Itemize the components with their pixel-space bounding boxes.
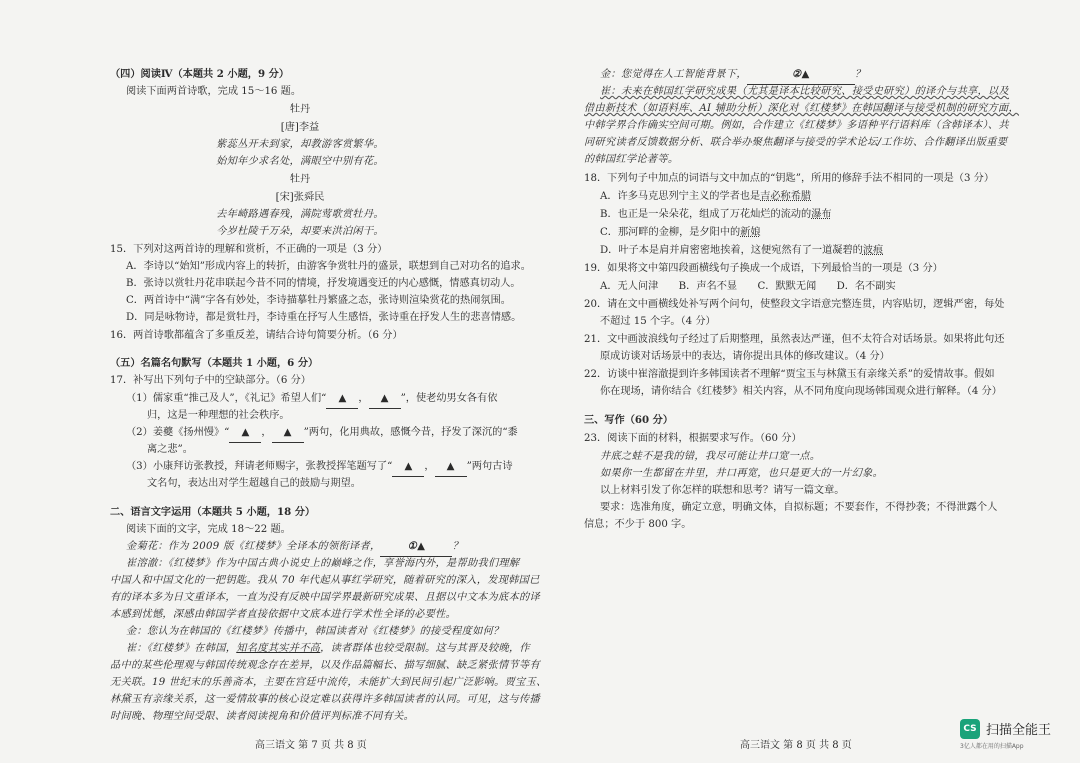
question-23: 23．阅读下面的材料，根据要求写作。（60 分） — [584, 433, 802, 444]
poem-1-line-1: 紫蕊丛开未到家，却教游客赏繁华。 — [216, 139, 384, 150]
dotted-phrase: 波痕 — [862, 245, 884, 256]
instruction-text: 阅读下面两首诗歌，完成 15～16 题。 — [126, 86, 302, 97]
interview-line: 同研究读者反馈数据分析、联合举办聚焦翻译与接受的学术论坛/工作坊、合作翻译出版重要 — [584, 137, 1008, 148]
interview-line: 金菊花：作为 2009 版《红楼梦》全译本的领衔译者， ①▲ ？ — [126, 538, 463, 557]
poem-1-title: 牡丹 — [289, 104, 311, 115]
underlined-sentence: 知名度其实并不高 — [236, 643, 321, 654]
question-16: 16．两首诗歌都蕴含了多重反差，请结合诗句简要分析。（6 分） — [110, 330, 403, 341]
dotted-phrase: 吉必称希腊 — [760, 191, 812, 202]
q17-item-1: （1）儒家重“推己及人”，《礼记》希望人们“ ▲ ， ▲ ”，使老幼男女各有依 — [126, 390, 497, 409]
answer-blank[interactable]: ①▲ — [380, 538, 452, 557]
interview-line: 有的译本多为日文重译本，一直为没有反映中国学界最新研究成果、且据以中文本为底本的译 — [110, 592, 540, 603]
scanner-watermark — [960, 717, 1072, 753]
question-20-cont: 不超过 15 个字。（4 分） — [600, 316, 716, 327]
answer-blank[interactable]: ▲ — [326, 390, 358, 409]
dotted-phrase: 新娘 — [740, 227, 761, 238]
answer-blank[interactable]: ▲ — [229, 424, 261, 443]
question-20: 20．请在文中画横线处补写两个问句，使整段文字语意完整连贯，内容贴切，逻辑严密，每处 — [584, 299, 1005, 310]
part-2-heading: 二、语言文字运用（本题共 5 小题，18 分） — [110, 506, 316, 518]
page-footer: 高三语文 第 8 页 共 8 页 — [740, 740, 852, 751]
wavy-sentence: 借由新技术（如语料库、AI 辅助分析）深化对《红楼梦》在韩国翻译与接受机制的研究方面， — [584, 103, 1020, 114]
interview-line: 金：您觉得在人工智能背景下， ②▲ ？ — [600, 66, 865, 85]
q15-option-a: A．李诗以“始知”形成内容上的转折，由游客争赏牡丹的盛景，联想到自己对功名的追求。 — [126, 261, 531, 272]
interview-line: 金：您认为在韩国的《红楼梦》传播中，韩国读者对《红楼梦》的接受程度如何？ — [126, 626, 504, 637]
writing-prompt: 以上材料引发了你怎样的联想和思考？请写一篇文章。 — [600, 485, 845, 496]
q15-option-b: B．张诗以赏牡丹花串联起今昔不同的情境，抒发境遇变迁的内心感慨，情感真切动人。 — [126, 278, 521, 289]
q15-option-c: C．两首诗中“满”字各有妙处，李诗描摹牡丹繁盛之态，张诗则渲染赏花的热闹氛围。 — [126, 295, 511, 306]
camscanner-logo-icon: CS — [960, 719, 980, 739]
q18-option-b: B．也正是一朵朵花，组成了万花灿烂的流动的瀑布 — [600, 209, 832, 220]
question-21: 21．文中画波浪线句子经过了后期整理，虽然表达严谨，但不太符合对话场景。如果将此句还 — [584, 334, 1005, 345]
answer-blank[interactable]: ②▲ — [747, 66, 855, 85]
interview-line: 崔溶澈：《红楼梦》作为中国古典小说史上的巅峰之作，享誉海内外，是帮助我们理解 — [126, 558, 520, 569]
answer-blank[interactable]: ▲ — [272, 424, 304, 443]
q17-item-2: （2）姜夔《扬州慢》“ ▲ ， ▲ ”两句，化用典故，感慨今昔，抒发了深沉的“黍 — [126, 424, 518, 443]
reading-instruction: 阅读下面的文字，完成 18～22 题。 — [126, 524, 291, 535]
q17-item-3-cont: 文名句，表达出对学生超越自己的鼓励与期望。 — [147, 478, 361, 489]
poem-2-author: [宋]张舜民 — [275, 192, 325, 203]
poem-2-line-2: 今岁杜陵千万朵，却要来洪泊闲干。 — [216, 226, 384, 237]
q15-option-d: D．同是咏物诗，都是赏牡丹，李诗重在抒写人生感悟，张诗重在抒发人生的悲喜情感。 — [126, 312, 522, 323]
poem-2-title: 牡丹 — [289, 174, 311, 185]
section-5-heading: （五）名篇名句默写（本题共 1 小题，6 分） — [110, 357, 319, 369]
interview-line: 无关联。19 世纪末的乐善斋本，主要在宫廷中流传，未能扩大到民间引起广泛影响。贾宝玉、 — [110, 677, 547, 688]
watermark-app-name: 扫描全能王 — [986, 723, 1052, 738]
question-22-cont: 你在现场，请你结合《红楼梦》相关内容，从不同角度向现场韩国观众进行解释。（4 分） — [600, 386, 1002, 397]
poem-2-line-1: 去年崎路遇春残，满院莺歌赏牡丹。 — [216, 209, 384, 220]
material-line: 如果你一生都留在井里，井口再宽，也只是更大的一片幻象。 — [600, 468, 884, 479]
interview-line: 时间晚、物理空间受限、读者阅读视角和价值评判标准不同有关。 — [110, 711, 415, 722]
q18-option-d: D．叶子本是肩并肩密密地挨着，这便宛然有了一道凝碧的波痕 — [600, 245, 884, 256]
interview-line: 的韩国红学论著等。 — [584, 154, 679, 165]
interview-line: 中韩学界合作确实空间可期。例如，合作建立《红楼梦》多语种平行语料库（含韩译本）、共 — [584, 120, 1009, 131]
poem-1-author: [唐]李益 — [280, 122, 320, 133]
question-19: 19．如果将文中第四段画横线句子换成一个成语，下列最恰当的一项是（3 分） — [584, 263, 943, 274]
interview-line: 崔：《红楼梦》在韩国，知名度其实并不高，读者群体也较受限制。这与其晋及较晚，作 — [126, 643, 530, 654]
interview-line: 林黛玉有亲缘关系，这一爱情故事的核心设定难以获得许多韩国读者的认同。可见，这与传播 — [110, 694, 540, 705]
question-17: 17．补写出下列句子中的空缺部分。（6 分） — [110, 375, 311, 386]
question-15: 15．下列对这两首诗的理解和赏析，不正确的一项是（3 分） — [110, 244, 388, 255]
q17-item-1-cont: 归，这是一种理想的社会秩序。 — [147, 410, 290, 421]
page-footer: 高三语文 第 7 页 共 8 页 — [255, 740, 367, 751]
answer-blank[interactable]: ▲ — [435, 458, 467, 477]
question-18: 18．下列句子中加点的词语与文中加点的“钥匙”，所用的修辞手法不相同的一项是（3 分） — [584, 173, 995, 184]
q17-item-2-cont: 离之悲”。 — [147, 444, 193, 455]
page-8 — [540, 0, 1080, 763]
q18-option-a: A．许多马克思列宁主义的学者也是吉必称希腊 — [600, 191, 812, 202]
dotted-phrase: 瀑布 — [811, 209, 832, 220]
question-21-cont: 原成访谈对话场景中的表达，请你提出具体的修改建议。（4 分） — [600, 351, 890, 362]
part-3-heading: 三、写作（60 分） — [584, 414, 674, 426]
writing-requirements-cont: 信息；不少于 800 字。 — [584, 519, 692, 530]
interview-line: 品中的某些伦理观与韩国传统观念存在差异，以及作品篇幅长、描写细腻、缺乏紧张情节等有 — [110, 660, 540, 671]
q18-option-c: C．那河畔的金柳，是夕阳中的新娘 — [600, 227, 761, 238]
poem-1-line-2: 始知年少求名处，满眼空中别有花。 — [216, 156, 384, 167]
interview-line: 本感到忧憾，深感由韩国学者直接依据中文底本进行学术性全译的必要性。 — [110, 609, 457, 620]
question-22: 22．访谈中崔溶澈提到许多韩国读者不理解“贾宝玉与林黛玉有亲缘关系”的爱情故事。假如 — [584, 369, 995, 380]
section-4-heading: （四）阅读Ⅳ（本题共 2 小题，9 分） — [110, 68, 290, 80]
interview-line: 中国人和中国文化的一把钥匙。我从 70 年代起从事红学研究，随着研究的深入，发现韩国已 — [110, 575, 540, 586]
q19-options: A．无人问津 B．声名不显 C．默默无闻 D．名不副实 — [600, 281, 896, 292]
watermark-tagline: 3亿人都在用的扫描App — [960, 743, 1024, 750]
q17-item-3: （3）小康拜访张教授，拜请老师赐字，张教授挥笔题写了“ ▲ ， ▲ ”两句古诗 — [126, 458, 513, 477]
writing-requirements: 要求：选准角度，确定立意，明确文体，自拟标题；不要套作，不得抄袭；不得泄露个人 — [600, 502, 998, 513]
wavy-sentence: 崔：未来在韩国红学研究成果（尤其是译本比较研究、接受史研究）的译介与共享，以及 — [600, 86, 1010, 97]
answer-blank[interactable]: ▲ — [369, 390, 401, 409]
answer-blank[interactable]: ▲ — [392, 458, 424, 477]
material-line: 井底之蛙不是我的错，我尽可能让井口宽一点。 — [600, 451, 821, 462]
